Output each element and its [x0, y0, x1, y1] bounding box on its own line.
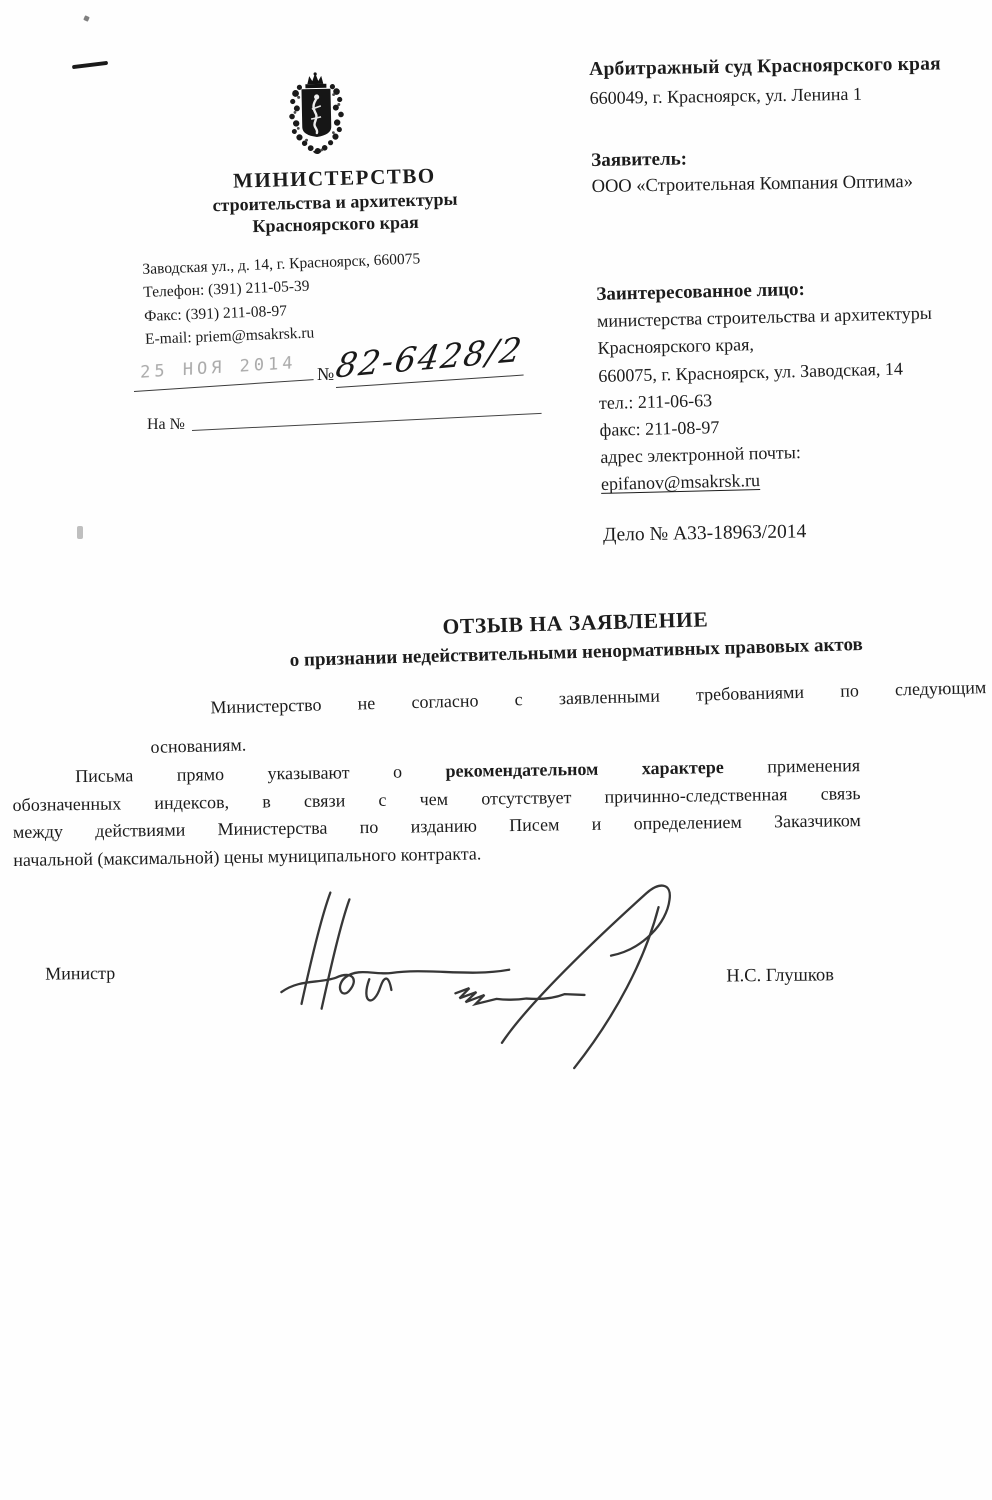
ministry-name-line1: МИНИСТЕРСТВО: [232, 163, 436, 193]
paragraph-line: Министерство не согласно с заявленными требованиями по следующим: [210, 677, 987, 718]
ministry-email-line: E-mail: priem@msakrsk.ru: [144, 324, 315, 349]
ref-number-label: На №: [147, 416, 185, 433]
court-block: [589, 49, 992, 112]
ministry-name-line3: Красноярского края: [252, 211, 419, 236]
case-number: Дело № А33-18963/2014: [602, 521, 807, 546]
scan-artifact: [77, 526, 83, 539]
scan-artifact: [83, 15, 90, 22]
signer-name: Н.С. Глушков: [726, 965, 835, 987]
body-paragraph-2: [12, 752, 861, 874]
document-title: ОТЗЫВ НА ЗАЯВЛЕНИЕ: [442, 607, 709, 639]
reg-number-handwritten: 82-6428/2: [333, 329, 527, 386]
interested-party-block: [596, 270, 992, 499]
coat-of-arms-icon: [285, 70, 348, 158]
scan-artifact: [72, 61, 108, 69]
date-stamp: 25 НОЯ 2014: [140, 353, 297, 383]
paragraph-line: обозначенных индексов, в связи с чем отсутствует причинно-следственная связь: [12, 782, 861, 815]
court-address: 660049, г. Красноярск, ул. Ленина 1: [589, 83, 863, 108]
ministry-fax-line: Факс: (391) 211-08-97: [143, 302, 288, 325]
interested-party-email: epifanov@msakrsk.ru: [600, 470, 761, 495]
document-subtitle: о признании недействительными ненормативных правовых актов: [289, 634, 864, 672]
interested-party-phone: тел.: 211-06-63: [598, 390, 713, 413]
body-paragraph-1: [149, 668, 988, 766]
paragraph-line: начальной (максимальной) цены муниципального контракта.: [13, 843, 482, 870]
paragraph-line: между действиями Министерства по изданию Писем и определением Заказчиком: [12, 810, 862, 843]
interested-party-line: 660075, г. Красноярск, ул. Заводская, 14: [598, 358, 904, 386]
interested-party-email-label: адрес электронной почты:: [600, 442, 802, 468]
applicant-block: [591, 140, 992, 201]
interested-party-line: министерства строительства и архитектуры: [596, 303, 933, 332]
ministry-address-block: [142, 247, 423, 351]
ministry-address-line: Заводская ул., д. 14, г. Красноярск, 660075: [142, 250, 421, 278]
court-name: Арбитражный суд Красноярского края: [589, 53, 941, 80]
ref-number-underline: [192, 413, 542, 431]
paragraph-bold-text: рекомендательном характере: [445, 757, 724, 781]
interested-party-label: Заинтересованное лицо:: [596, 278, 806, 305]
signer-position: Министр: [45, 962, 116, 984]
ministry-name-line2: строительства и архитектуры: [212, 188, 458, 215]
paragraph-text: применения: [767, 755, 861, 777]
handwritten-signature-icon: [272, 878, 726, 1075]
interested-party-fax: факс: 211-08-97: [599, 417, 720, 440]
applicant-name: ООО «Строительная Компания Оптима»: [591, 171, 914, 197]
paragraph-text: Письма прямо указывают о: [75, 761, 403, 787]
ministry-phone-line: Телефон: (391) 211-05-39: [143, 278, 310, 302]
ministry-name-block: [149, 161, 521, 240]
paragraph-line: основаниям.: [150, 734, 247, 757]
interested-party-line: Красноярского края,: [597, 334, 755, 359]
document-title-block: [0, 592, 992, 683]
reg-number-label: №: [317, 364, 335, 384]
applicant-label: Заявитель:: [591, 148, 688, 171]
